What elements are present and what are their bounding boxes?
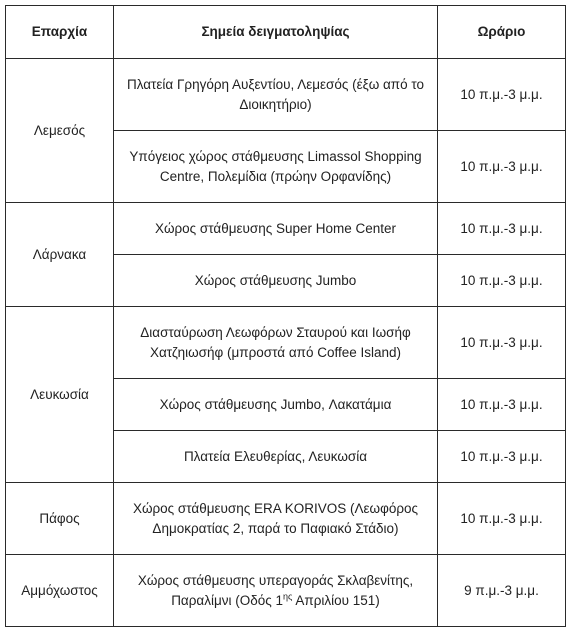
location-cell: Υπόγειος χώρος στάθμευσης Limassol Shopping Centre, Πολεμίδια (πρώην Ορφανίδης): [114, 131, 438, 203]
table-row: [6, 483, 566, 555]
hours-cell: 10 π.μ.-3 μ.μ.: [438, 431, 566, 483]
province-cell: Λάρνακα: [6, 203, 114, 307]
table-row: [6, 555, 566, 627]
hours-cell: 10 π.μ.-3 μ.μ.: [438, 307, 566, 379]
header-province: Επαρχία: [6, 6, 114, 59]
location-text-start: Χώρος στάθμευσης υπεραγοράς Σκλαβενίτης, Παραλίμνι (Οδός 1: [137, 572, 414, 608]
location-cell: Πλατεία Ελευθερίας, Λευκωσία: [114, 431, 438, 483]
header-hours: Ωράριο: [438, 6, 566, 59]
table-header-row: [6, 6, 566, 59]
hours-cell: 10 π.μ.-3 μ.μ.: [438, 255, 566, 307]
table-row: [6, 203, 566, 255]
location-cell: Διασταύρωση Λεωφόρων Σταυρού και Ιωσήφ Χατζηιωσήφ (μπροστά από Coffee Island): [114, 307, 438, 379]
hours-cell: 10 π.μ.-3 μ.μ.: [438, 483, 566, 555]
province-cell: Λευκωσία: [6, 307, 114, 483]
province-cell: Λεμεσός: [6, 59, 114, 203]
header-sampling-points: Σημεία δειγματοληψίας: [114, 6, 438, 59]
location-cell: Χώρος στάθμευσης Super Home Center: [114, 203, 438, 255]
hours-cell: 10 π.μ.-3 μ.μ.: [438, 59, 566, 131]
hours-cell: 10 π.μ.-3 μ.μ.: [438, 203, 566, 255]
location-cell: Χώρος στάθμευσης Jumbo, Λακατάμια: [114, 379, 438, 431]
table-row: [6, 307, 566, 379]
hours-cell: 9 π.μ.-3 μ.μ.: [438, 555, 566, 627]
location-cell: Χώρος στάθμευσης Jumbo: [114, 255, 438, 307]
table-row: [6, 59, 566, 131]
province-cell: Αμμόχωστος: [6, 555, 114, 627]
hours-cell: 10 π.μ.-3 μ.μ.: [438, 131, 566, 203]
location-text-end: Απριλίου 151): [292, 592, 380, 608]
ordinal-suffix: ης: [283, 591, 293, 601]
location-cell: Πλατεία Γρηγόρη Αυξεντίου, Λεμεσός (έξω από το Διοικητήριο): [114, 59, 438, 131]
location-cell: Χώρος στάθμευσης ERA KORIVOS (Λεωφόρος Δημοκρατίας 2, παρά το Παφιακό Στάδιο): [114, 483, 438, 555]
sampling-schedule-table: [5, 5, 566, 627]
location-cell: [114, 555, 438, 627]
hours-cell: 10 π.μ.-3 μ.μ.: [438, 379, 566, 431]
province-cell: Πάφος: [6, 483, 114, 555]
